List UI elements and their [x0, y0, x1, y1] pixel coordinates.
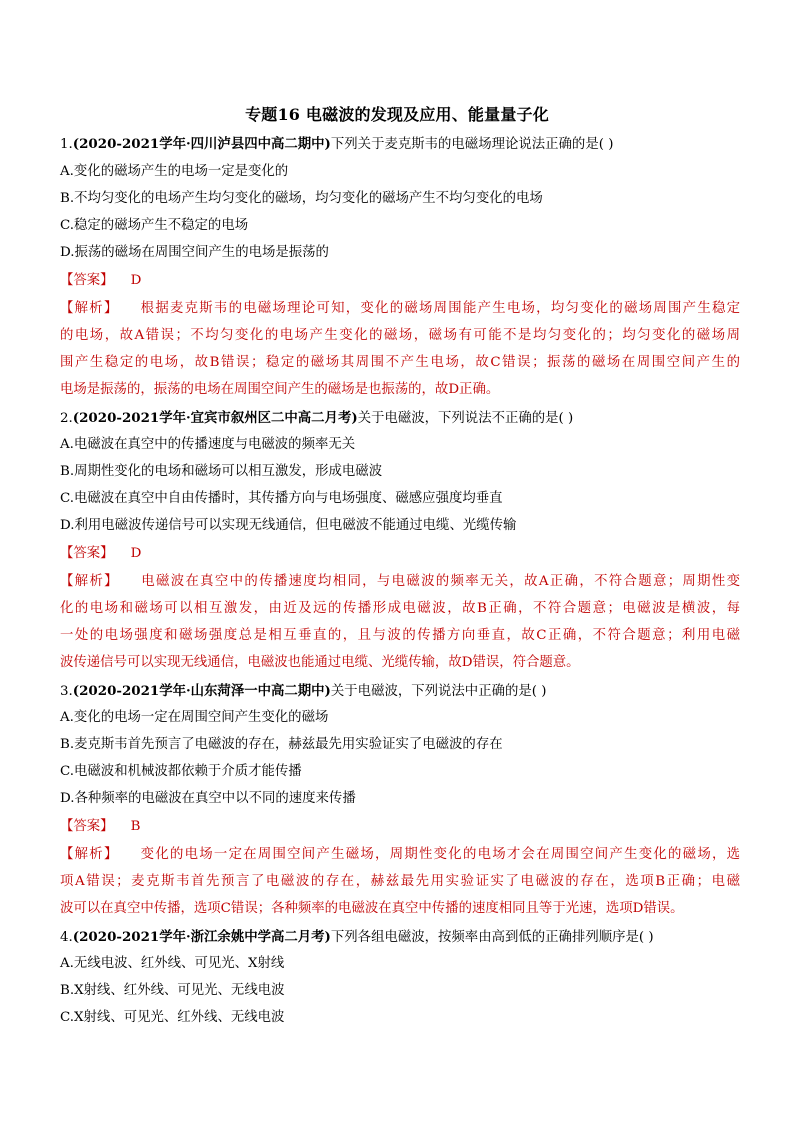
question-number: 4. [60, 930, 73, 945]
explanation-line: 项A错误；麦克斯韦首先预言了电磁波的存在，赫兹最先用实验证实了电磁波的存在，选项B正确；电磁 [60, 874, 740, 889]
explanation-line: 的电场，故A错误；不均匀变化的电场产生变化的磁场，磁场有可能不是均匀变化的；均匀变化的磁场周 [60, 328, 740, 343]
option-d: D.振荡的磁场在周围空间产生的电场是振荡的 [60, 245, 329, 260]
option-b: B.X射线、红外线、可见光、无线电波 [60, 983, 285, 998]
option-a: A.变化的磁场产生的电场一定是变化的 [60, 164, 289, 179]
explanation-line: 电场是振荡的，振荡的电场在周围空间产生的磁场是也振荡的，故D正确。 [60, 382, 500, 397]
question-number: 2. [60, 411, 73, 426]
answer-line [60, 272, 740, 290]
explain-label: 【解析】 [60, 574, 119, 589]
explanation-text: 变化的电场一定在周围空间产生磁场，周期性变化的电场才会在周围空间产生变化的磁场，选 [140, 847, 741, 862]
question-source: (2020-2021学年·浙江余姚中学高二月考) [72, 929, 331, 945]
option-c: C.稳定的磁场产生不稳定的电场 [60, 218, 249, 233]
answer-label: 【答案】 [60, 273, 114, 288]
option-b: B.不均匀变化的电场产生均匀变化的磁场，均匀变化的磁场产生不均匀变化的电场 [60, 191, 543, 206]
option-b: B.周期性变化的电场和磁场可以相互激发，形成电磁波 [60, 464, 383, 479]
question-1-stem [60, 135, 740, 154]
option-a: A.无线电波、红外线、可见光、X射线 [60, 956, 285, 971]
question-text: 下列各组电磁波，按频率由高到低的正确排列顺序是( ) [330, 930, 654, 945]
answer-label: 【答案】 [60, 546, 114, 561]
question-text: 下列关于麦克斯韦的电磁场理论说法正确的是( ) [330, 137, 614, 152]
question-source: (2020-2021学年·山东菏泽一中高二期中) [72, 683, 331, 699]
question-source: (2020-2021学年·四川泸县四中高二期中) [72, 136, 331, 152]
answer-value: D [130, 546, 142, 561]
option-c: C.电磁波和机械波都依赖于介质才能传播 [60, 764, 302, 779]
answer-value: D [130, 273, 142, 288]
option-c: C.X射线、可见光、红外线、无线电波 [60, 1010, 285, 1025]
explanation-line: 化的电场和磁场可以相互激发，由近及远的传播形成电磁波，故B正确，不符合题意；电磁波是横波，每 [60, 601, 740, 616]
question-number: 3. [60, 684, 73, 699]
explanation-line: 波传递信号可以实现无线通信，电磁波也能通过电缆、光缆传输，故D错误，符合题意。 [60, 655, 580, 670]
question-source: (2020-2021学年·宜宾市叙州区二中高二月考) [72, 410, 358, 426]
option-a: A.电磁波在真空中的传播速度与电磁波的频率无关 [60, 437, 356, 452]
question-text: 关于电磁波，下列说法不正确的是( ) [357, 411, 574, 426]
explanation-line [60, 573, 740, 591]
explanation-line: 波可以在真空中传播，选项C错误；各种频率的电磁波在真空中传播的速度相同且等于光速，选项D错误。 [60, 901, 684, 916]
answer-line [60, 545, 740, 563]
explanation-line [60, 846, 740, 864]
option-a: A.变化的电场一定在周围空间产生变化的磁场 [60, 710, 329, 725]
question-4-stem [60, 928, 740, 947]
option-c: C.电磁波在真空中自由传播时，其传播方向与电场强度、磁感应强度均垂直 [60, 491, 503, 506]
question-text: 关于电磁波，下列说法中正确的是( ) [330, 684, 547, 699]
explanation-text: 根据麦克斯韦的电磁场理论可知，变化的磁场周围能产生电场，均匀变化的磁场周围产生稳定 [140, 301, 741, 316]
explain-label: 【解析】 [60, 847, 119, 862]
option-d: D.利用电磁波传递信号可以实现无线通信，但电磁波不能通过电缆、光缆传输 [60, 518, 517, 533]
question-number: 1. [60, 137, 73, 152]
question-3-stem [60, 682, 740, 701]
option-d: D.各种频率的电磁波在真空中以不同的速度来传播 [60, 791, 356, 806]
answer-line [60, 818, 740, 836]
explanation-line: 围产生稳定的电场，故B错误；稳定的磁场其周围不产生电场，故C错误；振荡的磁场在周围空间产生的 [60, 355, 740, 370]
explain-label: 【解析】 [60, 301, 119, 316]
explanation-text: 电磁波在真空中的传播速度均相同，与电磁波的频率无关，故A正确，不符合题意；周期性变 [141, 574, 740, 589]
question-2-stem [60, 409, 740, 428]
explanation-line: 一处的电场强度和磁场强度总是相互垂直的，且与波的传播方向垂直，故C正确，不符合题意；利用电磁 [60, 628, 740, 643]
answer-label: 【答案】 [60, 819, 114, 834]
page-title: 专题16 电磁波的发现及应用、能量量子化 [245, 105, 549, 124]
option-b: B.麦克斯韦首先预言了电磁波的存在，赫兹最先用实验证实了电磁波的存在 [60, 737, 503, 752]
explanation-line [60, 300, 740, 318]
answer-value: B [130, 819, 141, 834]
